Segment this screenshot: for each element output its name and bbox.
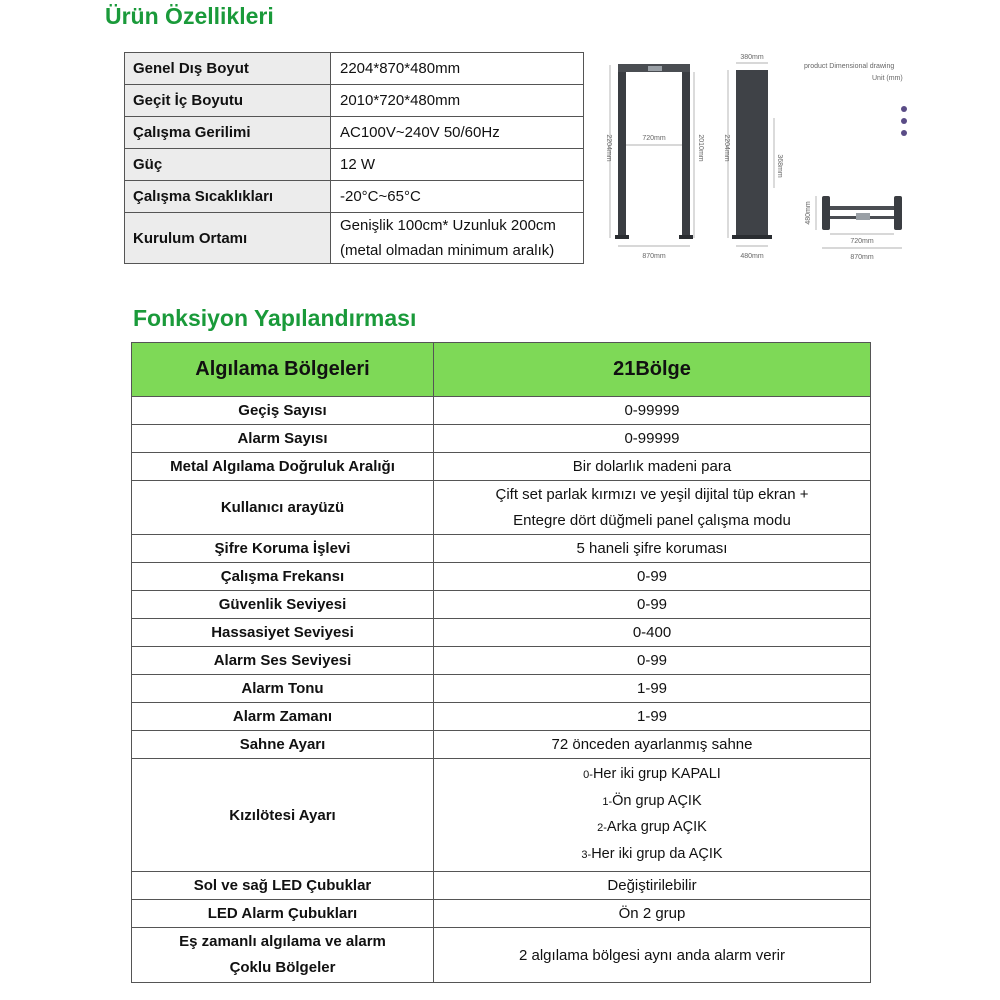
func-value: 0-99 bbox=[434, 647, 871, 675]
table-row bbox=[132, 647, 871, 675]
spec-label: Çalışma Sıcaklıkları bbox=[125, 181, 331, 213]
header-label: Algılama Bölgeleri bbox=[132, 343, 434, 397]
func-label-line: Çoklu Bölgeler bbox=[229, 959, 336, 976]
dim-top-outer: 870mm bbox=[850, 254, 874, 261]
func-label: Alarm Zamanı bbox=[132, 703, 434, 731]
control-panel bbox=[648, 66, 662, 71]
func-value bbox=[434, 759, 871, 872]
dim-top-inner: 720mm bbox=[850, 238, 874, 245]
spec-value: 2010*720*480mm bbox=[331, 85, 584, 117]
func-label: Kızılötesi Ayarı bbox=[132, 759, 434, 872]
dot-icon bbox=[901, 130, 907, 136]
func-value: 0-400 bbox=[434, 619, 871, 647]
table-row bbox=[132, 872, 871, 900]
top-view-panel bbox=[856, 213, 870, 220]
func-label: Geçiş Sayısı bbox=[132, 397, 434, 425]
product-features-title: Ürün Özellikleri bbox=[105, 3, 274, 29]
func-value: 0-99 bbox=[434, 563, 871, 591]
ir-option: 3-Her iki grup da AÇIK bbox=[581, 845, 723, 862]
spec-label: Genel Dış Boyut bbox=[125, 53, 331, 85]
top-view-left bbox=[822, 196, 830, 230]
left-pillar bbox=[618, 68, 626, 238]
func-label: Sol ve sağ LED Çubuklar bbox=[132, 872, 434, 900]
table-row bbox=[125, 149, 584, 181]
func-value: 5 haneli şifre koruması bbox=[434, 535, 871, 563]
spec-value: 12 W bbox=[331, 149, 584, 181]
top-view-right bbox=[894, 196, 902, 230]
spec-value bbox=[331, 213, 584, 264]
func-label: Sahne Ayarı bbox=[132, 731, 434, 759]
dim-top-depth: 480mm bbox=[805, 201, 812, 225]
table-row bbox=[132, 675, 871, 703]
table-row bbox=[132, 928, 871, 983]
func-label: Alarm Ses Seviyesi bbox=[132, 647, 434, 675]
table-row bbox=[125, 181, 584, 213]
func-label: LED Alarm Çubukları bbox=[132, 900, 434, 928]
dim-side-depth: 480mm bbox=[740, 253, 764, 260]
func-label: Alarm Tonu bbox=[132, 675, 434, 703]
header-value: 21Bölge bbox=[434, 343, 871, 397]
table-row bbox=[132, 535, 871, 563]
table-row bbox=[132, 619, 871, 647]
spec-value-line: Genişlik 100cm* Uzunluk 200cm bbox=[340, 217, 556, 234]
func-label-line: Eş zamanlı algılama ve alarm bbox=[179, 933, 386, 950]
func-value: 1-99 bbox=[434, 703, 871, 731]
left-foot bbox=[615, 235, 629, 239]
ir-option: 1-Ön grup AÇIK bbox=[602, 792, 702, 809]
table-row bbox=[125, 117, 584, 149]
table-row bbox=[132, 900, 871, 928]
func-label: Kullanıcı arayüzü bbox=[132, 481, 434, 535]
dim-zone-height: 368mm bbox=[776, 154, 783, 178]
front-view bbox=[605, 64, 704, 260]
top-view-beam bbox=[830, 206, 894, 210]
func-value: Ön 2 grup bbox=[434, 900, 871, 928]
table-row bbox=[132, 563, 871, 591]
table-row bbox=[132, 481, 871, 535]
right-foot bbox=[679, 235, 693, 239]
table-row bbox=[125, 85, 584, 117]
spec-value: AC100V~240V 50/60Hz bbox=[331, 117, 584, 149]
spec-value: -20°C~65°C bbox=[331, 181, 584, 213]
drawing-header: product Dimensional drawing bbox=[804, 63, 895, 70]
table-row bbox=[132, 759, 871, 872]
func-value: 0-99999 bbox=[434, 425, 871, 453]
func-value bbox=[434, 481, 871, 535]
side-panel bbox=[736, 70, 768, 238]
func-value: 72 önceden ayarlanmış sahne bbox=[434, 731, 871, 759]
spec-value-line: (metal olmadan minimum aralık) bbox=[340, 242, 555, 259]
func-value: 1-99 bbox=[434, 675, 871, 703]
ir-option: 0-Her iki grup KAPALI bbox=[583, 766, 721, 782]
function-config-title: Fonksiyon Yapılandırması bbox=[133, 305, 417, 331]
table-row bbox=[132, 731, 871, 759]
spec-label: Kurulum Ortamı bbox=[125, 213, 331, 264]
dim-inner-height: 2010mm bbox=[697, 134, 704, 162]
func-value: 0-99999 bbox=[434, 397, 871, 425]
table-row bbox=[132, 453, 871, 481]
func-value-line: Entegre dört düğmeli panel çalışma modu bbox=[513, 511, 791, 529]
func-value: Bir dolarlık madeni para bbox=[434, 453, 871, 481]
func-label: Alarm Sayısı bbox=[132, 425, 434, 453]
table-row bbox=[132, 397, 871, 425]
spec-label: Güç bbox=[125, 149, 331, 181]
dot-icon bbox=[901, 118, 907, 124]
dim-outer-width: 870mm bbox=[642, 253, 666, 260]
dim-inner-width: 720mm bbox=[642, 135, 666, 142]
ir-option: 2-Arka grup AÇIK bbox=[597, 819, 707, 835]
spec-label: Geçit İç Boyutu bbox=[125, 85, 331, 117]
function-table bbox=[131, 342, 871, 983]
spec-value: 2204*870*480mm bbox=[331, 53, 584, 85]
table-row bbox=[125, 213, 584, 264]
dim-side-height: 2204mm bbox=[723, 134, 730, 162]
dim-side-top: 380mm bbox=[740, 54, 764, 61]
spec-table bbox=[124, 52, 584, 264]
table-header bbox=[132, 343, 871, 397]
table-row bbox=[132, 425, 871, 453]
top-view bbox=[805, 196, 902, 261]
dim-outer-height: 2204mm bbox=[605, 134, 612, 162]
table-row bbox=[125, 53, 584, 85]
side-foot bbox=[732, 235, 772, 239]
spec-label: Çalışma Gerilimi bbox=[125, 117, 331, 149]
func-value: 0-99 bbox=[434, 591, 871, 619]
func-label bbox=[132, 928, 434, 983]
func-label: Çalışma Frekansı bbox=[132, 563, 434, 591]
dimensional-drawing bbox=[598, 48, 910, 268]
func-label: Şifre Koruma İşlevi bbox=[132, 535, 434, 563]
drawing-unit: Unit (mm) bbox=[872, 75, 903, 82]
func-label: Hassasiyet Seviyesi bbox=[132, 619, 434, 647]
side-view bbox=[723, 54, 783, 260]
func-value: 2 algılama bölgesi aynı anda alarm verir bbox=[434, 928, 871, 983]
dot-icon bbox=[901, 106, 907, 112]
func-label: Metal Algılama Doğruluk Aralığı bbox=[132, 453, 434, 481]
right-pillar bbox=[682, 68, 690, 238]
func-label: Güvenlik Seviyesi bbox=[132, 591, 434, 619]
table-row bbox=[132, 703, 871, 731]
table-row bbox=[132, 591, 871, 619]
func-value-line: Çift set parlak kırmızı ve yeşil dijital tüp ekran + bbox=[495, 485, 809, 503]
func-value: Değiştirilebilir bbox=[434, 872, 871, 900]
